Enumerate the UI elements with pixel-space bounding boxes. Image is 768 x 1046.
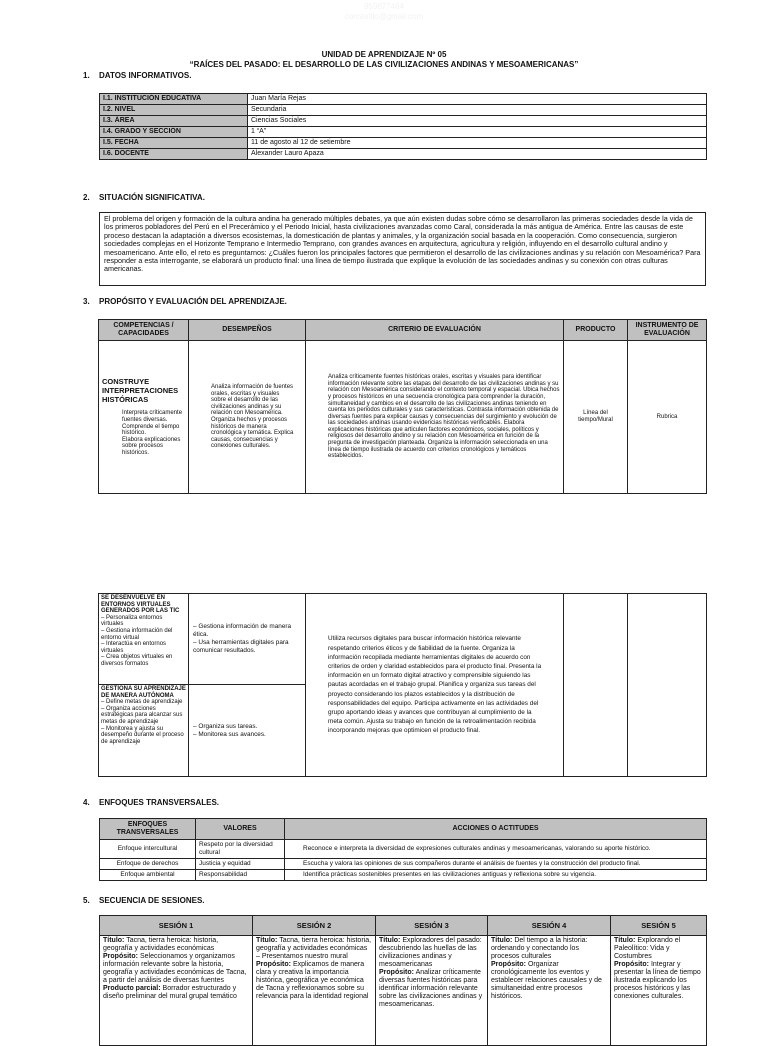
autonoma-desempenos-cell	[189, 685, 306, 777]
session-purpose	[256, 961, 372, 1001]
tic-desempeno-item: – Gestiona información de manera ética.	[193, 623, 302, 639]
session-purpose-label: Propósito:	[103, 953, 138, 960]
enfoque-valor: Responsabilidad	[196, 870, 285, 881]
tic-capacidad-item: – Crea objetos virtuales en diversos formatos	[101, 654, 186, 667]
enfoque-name: Enfoque de derechos	[100, 859, 196, 870]
session-header: SESIÓN 4	[488, 916, 611, 936]
sesiones-table	[99, 915, 707, 1046]
session-product-label: Producto parcial:	[103, 985, 161, 992]
session-header: SESIÓN 5	[611, 916, 707, 936]
datos-label: I.5. FECHA	[100, 138, 248, 149]
section-label: SECUENCIA DE SESIONES.	[99, 896, 205, 905]
capacidad-item: Elabora explicaciones sobre procesos históricos.	[122, 436, 181, 456]
tic-capacidad-item: – Gestiona información del entorno virtual	[101, 628, 186, 641]
section-label: DATOS INFORMATIVOS.	[99, 71, 192, 80]
situacion-text: El problema del origen y formación de la cultura andina ha generado múltiples debates, ya que aún existen dudas sobre cómo se desarrollaron las primeras sociedades desde la vida de los primeros pobladores del Perú en el Precerámico y el Periodo Inicial, hasta civilizaciones avanzadas como Caral, considerada la más antigua de América. Entre las causas de este proceso destacan la adaptación a diversos ecosistemas, la domesticación de plantas y animales, y la organización social basada en la cooperación. Como consecuencia, surgieron sociedades complejas en el Horizonte Temprano e Intermedio Temprano, con grandes avances en arquitectura, agricultura y religión, influyendo en el desarrollo cultural andino y mesoamericano. Ante ello, el reto es preguntarnos: ¿Cuáles fueron los principales factores que permitieron el desarrollo de las civilizaciones andinas y su relación con Mesoamérica? Para responder a esta interrogante, se elaborará un producto final: una línea de tiempo ilustrada que explique la evolución de las sociedades andinas y su conexión con otras culturas americanas.	[99, 212, 706, 286]
section-situacion	[83, 193, 205, 202]
autonoma-capacidades-list	[101, 699, 186, 745]
session-purpose-label: Propósito:	[379, 969, 414, 976]
section-enfoques	[83, 798, 219, 807]
tic-desempenos-cell	[189, 594, 306, 685]
enfoque-name: Enfoque ambiental	[100, 870, 196, 881]
datos-row	[100, 149, 707, 160]
session-cell	[100, 936, 253, 1046]
session-title-text: Explorando el Paleolítico: Vida y Costumbres	[614, 937, 681, 960]
enfoque-accion: Escucha y valora las opiniones de sus compañeros durante el análisis de fuentes y la construcción del producto final.	[285, 859, 707, 870]
tic-competencia-title: SE DESENVUELVE EN ENTORNOS VIRTUALES GENERADOS POR LAS TIC	[101, 595, 180, 615]
session-title	[103, 937, 249, 953]
session-purpose	[491, 961, 607, 1001]
tic-table	[98, 593, 707, 777]
session-title-text: Tacna, tierra heroica: historia, geografía y actividades económicas	[103, 937, 219, 952]
faint-email: corcastilo@gmail.com	[344, 12, 424, 21]
tic-competencia-cell	[99, 594, 189, 685]
autonoma-competencia-cell	[99, 685, 189, 777]
section-number: 2.	[83, 193, 90, 202]
session-purpose-label: Propósito:	[614, 961, 649, 968]
autonoma-capacidad-item: – Define metas de aprendizaje	[101, 699, 186, 706]
section-proposito	[83, 297, 287, 306]
producto-cell: Línea del tiempo/Mural	[564, 341, 628, 494]
datos-label: I.3. ÁREA	[100, 116, 248, 127]
enfoque-row	[100, 870, 707, 881]
autonoma-desempeno-item: – Organiza sus tareas.	[193, 723, 302, 731]
session-purpose-label: Propósito:	[491, 961, 526, 968]
section-label: PROPÓSITO Y EVALUACIÓN DEL APRENDIZAJE.	[99, 297, 287, 306]
competencia-title: CONSTRUYE INTERPRETACIONES HISTÓRICAS	[102, 377, 179, 405]
section-number: 4.	[83, 798, 90, 807]
enfoque-row	[100, 859, 707, 870]
datos-row	[100, 105, 707, 116]
session-cell	[376, 936, 488, 1046]
header-criterio: CRITERIO DE EVALUACIÓN	[306, 320, 564, 341]
session-purpose-text: Analizar críticamente diversas fuentes históricas para identificar información relevante sobre las civilizaciones andinas y mesoamericanas.	[379, 969, 483, 1008]
section-number: 3.	[83, 297, 90, 306]
datos-value: Ciencias Sociales	[248, 116, 707, 127]
session-header: SESIÓN 1	[100, 916, 253, 936]
tic-criterios-cell: Utiliza recursos digitales para buscar información histórica relevante respetando criterios éticos y de fiabilidad de la fuente. Organiza la información recopilada mediante herramientas digitales de acuerdo con criterios de orden y claridad establecidos para el producto final. Presenta la información en un formato digital atractivo y comprensible siguiendo las pautas acordadas en el trabajo grupal. Planifica y organiza sus tareas del proyecto considerando los plazos establecidos y la distribución de responsabilidades del equipo. Participa activamente en las actividades del grupo aportando ideas y avances que contribuyan al cumplimiento de la meta común. Ajusta su trabajo en función de la retroalimentación recibida incorporando mejoras que optimicen el producto final.	[306, 594, 564, 777]
session-purpose	[103, 953, 249, 985]
instrumento-cell: Rubrica	[628, 341, 707, 494]
session-cell	[611, 936, 707, 1046]
unit-title: UNIDAD DE APRENDIZAJE Nº 05	[321, 50, 447, 59]
enfoque-valor: Respeto por la diversidad cultural	[196, 840, 285, 859]
tic-desempeno-item: – Usa herramientas digitales para comunicar resultados.	[193, 639, 302, 655]
enfoque-accion: Identifica prácticas sostenibles presentes en las civilizaciones antiguas y reflexiona sobre su vigencia.	[285, 870, 707, 881]
autonoma-competencia-title: GESTIONA SU APRENDIZAJE DE MANERA AUTÓNOMA	[101, 686, 186, 699]
session-title	[614, 937, 703, 961]
session-title	[491, 937, 607, 961]
section-sesiones	[83, 896, 205, 905]
tic-capacidad-item: – Personaliza entornos virtuales	[101, 615, 186, 628]
session-cell	[253, 936, 376, 1046]
session-title-text: Exploradores del pasado: descubriendo las huellas de las civilizaciones andinas y mesoamericanas	[379, 937, 482, 968]
session-title-label: Título:	[614, 937, 636, 944]
datos-table	[99, 93, 707, 160]
section-datos	[83, 71, 191, 80]
datos-value: 11 de agosto al 12 de setiembre	[248, 138, 707, 149]
session-product	[103, 985, 249, 1001]
session-product-text: Borrador estructurado y diseño preliminar del mural grupal temático	[103, 985, 237, 1000]
datos-label: I.4. GRADO Y SECCIÓN	[100, 127, 248, 138]
session-title-label: Título:	[379, 937, 401, 944]
faint-phone: 959677464	[363, 2, 405, 11]
tic-desempenos-list	[193, 623, 302, 655]
competencia-cell	[99, 341, 189, 494]
header-competencias: COMPETENCIAS / CAPACIDADES	[99, 320, 189, 341]
section-label: SITUACIÓN SIGNIFICATIVA.	[99, 193, 205, 202]
autonoma-desempenos-list	[193, 723, 302, 739]
tic-capacidades-list	[101, 615, 186, 668]
session-purpose	[614, 961, 703, 1001]
datos-value: 1 “A”	[248, 127, 707, 138]
autonoma-capacidad-item: – Organiza acciones estratégicas para alcanzar sus metas de aprendizaje	[101, 706, 186, 726]
capacidad-item: Comprende el tiempo histórico.	[122, 423, 180, 437]
enfoques-table	[99, 818, 707, 881]
datos-value: Alexander Lauro Apaza	[248, 149, 707, 160]
session-purpose-text: Explicamos de manera clara y creativa la importancia histórica, geográfica ye económica de Tacna y reflexionamos sobre su relevancia para la identidad regional	[256, 961, 369, 1000]
datos-label: I.1. INSTITUCIÓN EDUCATIVA	[100, 94, 248, 105]
enfoque-accion: Reconoce e interpreta la diversidad de expresiones culturales andinas y mesoamericanas, valorando su aporte histórico.	[285, 840, 707, 859]
session-purpose-text: Integrar y presentar la línea de tiempo ilustrada explicando los procesos históricos y las conexiones culturales.	[614, 961, 701, 1000]
tic-instrumento-cell	[628, 594, 707, 777]
datos-row	[100, 138, 707, 149]
section-number: 5.	[83, 896, 90, 905]
datos-value: Juan María Rejas	[248, 94, 707, 105]
capacidades-list	[102, 410, 185, 456]
session-title-label: Título:	[491, 937, 513, 944]
unit-subtitle: “RAÍCES DEL PASADO: EL DESARROLLO DE LAS CIVILIZACIONES ANDINAS Y MESOAMERICANAS”	[189, 60, 579, 69]
tic-capacidad-item: – Interactúa en entornos virtuales	[101, 641, 186, 654]
enfoque-valor: Justicia y equidad	[196, 859, 285, 870]
proposito-table	[98, 319, 707, 494]
datos-row	[100, 127, 707, 138]
session-title	[256, 937, 372, 961]
session-purpose-text: Organizar cronológicamente los eventos y establecer relaciones causales y de simultaneidad entre procesos históricos.	[491, 961, 602, 1000]
datos-value: Secundaria	[248, 105, 707, 116]
datos-label: I.2. NIVEL	[100, 105, 248, 116]
session-header: SESIÓN 2	[253, 916, 376, 936]
section-label: ENFOQUES TRANSVERSALES.	[99, 798, 220, 807]
session-purpose-label: Propósito:	[256, 961, 291, 968]
session-title-label: Título:	[256, 937, 278, 944]
datos-row	[100, 116, 707, 127]
header-acciones: ACCIONES O ACTITUDES	[285, 819, 707, 840]
capacidad-item: Interpreta críticamente fuentes diversas.	[122, 410, 183, 424]
session-title	[379, 937, 484, 969]
header-desempenos: DESEMPEÑOS	[189, 320, 306, 341]
header-producto: PRODUCTO	[564, 320, 628, 341]
faint-header-text	[0, 2, 768, 22]
autonoma-desempeno-item: – Monitorea sus avances.	[193, 731, 302, 739]
criterios-cell: Analiza críticamente fuentes históricas orales, escritas y visuales para identificar información relevante sobre las etapas del desarrollo de las civilizaciones andinas y su relación con Mesoamérica considerando el contexto temporal y espacial. Ubica hechos y procesos históricos en una secuencia cronológica para comprender la duración, simultaneidad y cambios en el desarrollo de las civilizaciones andinas teniendo en cuenta los periodos culturales y sus características. Contrasta información obtenida de diversas fuentes para explicar causas y consecuencias del surgimiento y evolución de las sociedades andinas usando evidencias históricas verificables. Elabora explicaciones históricas que articulen factores económicos, sociales, políticos y religiosos del desarrollo andino y su relación con Mesoamérica en función de la pregunta de investigación planteada. Organiza la información seleccionada en una línea de tiempo ilustrada de acuerdo con criterios cronológicos y temáticos establecidos.	[306, 341, 564, 494]
tic-producto-cell	[564, 594, 628, 777]
autonoma-capacidad-item: – Monitorea y ajusta su desempeño durante el proceso de aprendizaje	[101, 726, 186, 746]
session-purpose-text: Seleccionamos y organizamos información relevante sobre la historia, geografía y actividades económicas de Tacna, a partir del análisis de diversas fuentes	[103, 953, 247, 984]
session-title-text: Del tiempo a la historia: ordenando y conectando los procesos culturales	[491, 937, 588, 960]
session-header: SESIÓN 3	[376, 916, 488, 936]
section-number: 1.	[83, 71, 90, 80]
session-title-label: Título:	[103, 937, 125, 944]
enfoque-name: Enfoque intercultural	[100, 840, 196, 859]
header-instrumento: INSTRUMENTO DE EVALUACIÓN	[628, 320, 707, 341]
enfoque-row	[100, 840, 707, 859]
datos-label: I.6. DOCENTE	[100, 149, 248, 160]
session-cell	[488, 936, 611, 1046]
session-title-text: Tacna, tierra heroica: historia, geografía y actividades económicas – Presentamos nuestro mural	[256, 937, 372, 960]
datos-row	[100, 94, 707, 105]
session-purpose	[379, 969, 484, 1009]
desempenos-cell: Analiza información de fuentes orales, escritas y visuales sobre el desarrollo de las civilizaciones andinas y su relación con Mesoamérica. Organiza hechos y procesos históricos de manera cronológica y temática. Explica causas, consecuencias y conexiones culturales.	[189, 341, 306, 494]
header-valores: VALORES	[196, 819, 285, 840]
header-enfoques: ENFOQUES TRANSVERSALES	[100, 819, 196, 840]
